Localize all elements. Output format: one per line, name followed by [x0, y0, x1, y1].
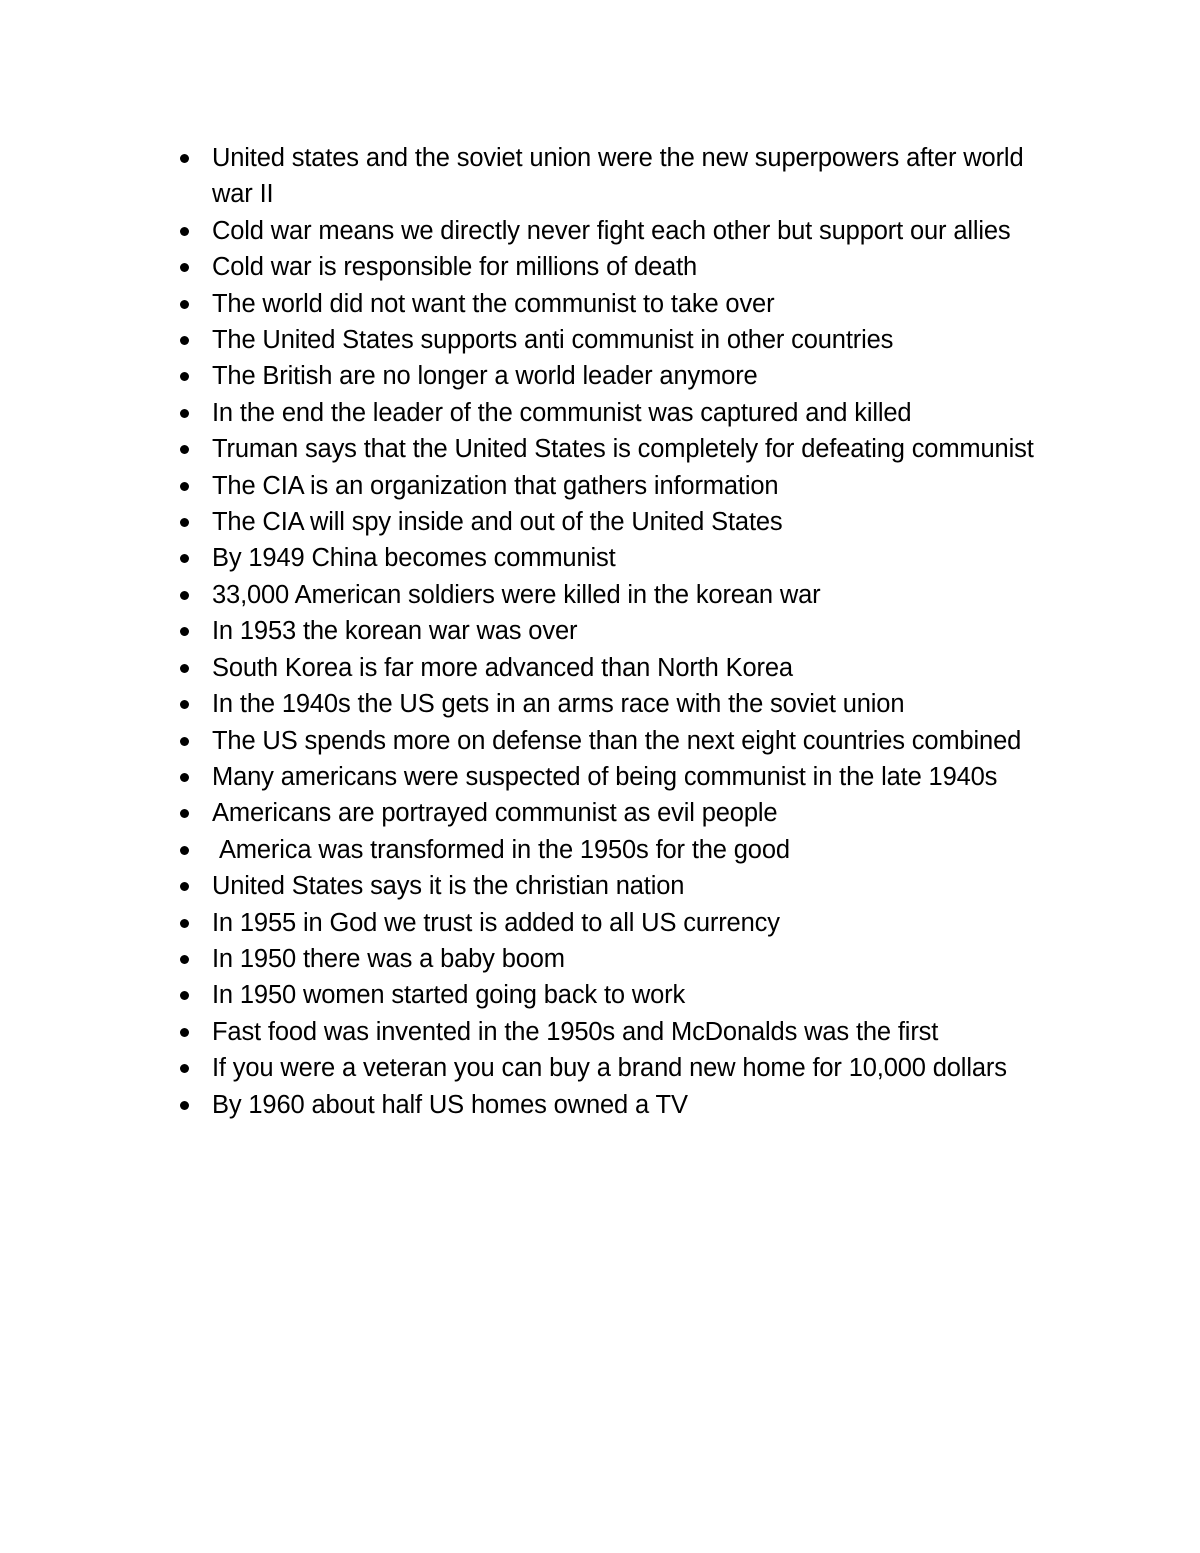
list-item	[176, 905, 1036, 941]
list-item	[176, 795, 1036, 831]
list-item	[176, 577, 1036, 613]
bullet-icon	[180, 991, 189, 1000]
list-item	[176, 249, 1036, 285]
bullet-icon	[180, 737, 189, 746]
list-item	[176, 358, 1036, 394]
bullet-icon	[180, 409, 189, 418]
list-item-text: South Korea is far more advanced than North Korea	[212, 653, 793, 682]
bullet-icon	[180, 882, 189, 891]
list-item-text: In the 1940s the US gets in an arms race with the soviet union	[212, 690, 905, 719]
bullet-icon	[180, 482, 189, 491]
list-item	[176, 1050, 1036, 1086]
list-item-text: The US spends more on defense than the next eight countries combined	[212, 726, 1022, 755]
list-item-text: In 1953 the korean war was over	[212, 617, 578, 646]
list-item-text: Many americans were suspected of being communist in the late 1940s	[212, 762, 998, 791]
list-item	[176, 213, 1036, 249]
bullet-icon	[180, 445, 189, 454]
list-item-text: In the end the leader of the communist was captured and killed	[212, 398, 912, 427]
bullet-icon	[180, 773, 189, 782]
bullet-icon	[180, 627, 189, 636]
list-item-text: The British are no longer a world leader anymore	[212, 362, 758, 391]
bullet-icon	[180, 554, 189, 563]
bullet-icon	[180, 664, 189, 673]
bullet-icon	[180, 1028, 189, 1037]
bullet-icon	[180, 518, 189, 527]
bullet-icon	[180, 1064, 189, 1073]
list-item-text: United states and the soviet union were the new superpowers after world war II	[212, 144, 1024, 209]
list-item	[176, 286, 1036, 322]
list-item	[176, 613, 1036, 649]
bullet-icon	[180, 300, 189, 309]
list-item	[176, 977, 1036, 1013]
list-item-text: Cold war means we directly never fight each other but support our allies	[212, 216, 1011, 245]
list-item	[176, 868, 1036, 904]
list-item-text: The United States supports anti communist in other countries	[212, 326, 894, 355]
list-item	[176, 504, 1036, 540]
bullet-icon	[180, 154, 189, 163]
list-item	[176, 723, 1036, 759]
list-item-text: Cold war is responsible for millions of death	[212, 253, 698, 282]
bullet-list	[176, 140, 1036, 1123]
bullet-icon	[180, 700, 189, 709]
list-item	[176, 431, 1036, 467]
list-item	[176, 832, 1036, 868]
list-item-text: Truman says that the United States is completely for defeating communist	[212, 435, 1034, 464]
list-item	[176, 1014, 1036, 1050]
list-item	[176, 322, 1036, 358]
list-item-text: In 1950 women started going back to work	[212, 981, 686, 1010]
list-item-text: The CIA will spy inside and out of the United States	[212, 508, 783, 537]
list-item	[176, 1087, 1036, 1123]
bullet-icon	[180, 227, 189, 236]
list-item-text: By 1960 about half US homes owned a TV	[212, 1090, 688, 1119]
bullet-icon	[180, 919, 189, 928]
list-item	[176, 759, 1036, 795]
bullet-icon	[180, 263, 189, 272]
bullet-icon	[180, 591, 189, 600]
list-item	[176, 686, 1036, 722]
list-item-text: America was transformed in the 1950s for the good	[212, 835, 790, 864]
bullet-icon	[180, 372, 189, 381]
list-item	[176, 941, 1036, 977]
list-item-text: By 1949 China becomes communist	[212, 544, 616, 573]
list-item-text: In 1950 there was a baby boom	[212, 944, 565, 973]
list-item	[176, 650, 1036, 686]
list-item	[176, 395, 1036, 431]
list-item-text: United States says it is the christian nation	[212, 872, 685, 901]
list-item	[176, 468, 1036, 504]
list-item	[176, 140, 1036, 213]
list-item	[176, 540, 1036, 576]
bullet-icon	[180, 846, 189, 855]
bullet-icon	[180, 809, 189, 818]
bullet-icon	[180, 336, 189, 345]
list-item-text: Americans are portrayed communist as evil people	[212, 799, 778, 828]
bullet-icon	[180, 955, 189, 964]
list-item-text: 33,000 American soldiers were killed in the korean war	[212, 580, 821, 609]
list-item-text: In 1955 in God we trust is added to all US currency	[212, 908, 780, 937]
list-item-text: The CIA is an organization that gathers information	[212, 471, 779, 500]
list-item-text: Fast food was invented in the 1950s and McDonalds was the first	[212, 1017, 939, 1046]
list-item-text: The world did not want the communist to take over	[212, 289, 775, 318]
bullet-icon	[180, 1101, 189, 1110]
list-item-text: If you were a veteran you can buy a brand new home for 10,000 dollars	[212, 1054, 1007, 1083]
